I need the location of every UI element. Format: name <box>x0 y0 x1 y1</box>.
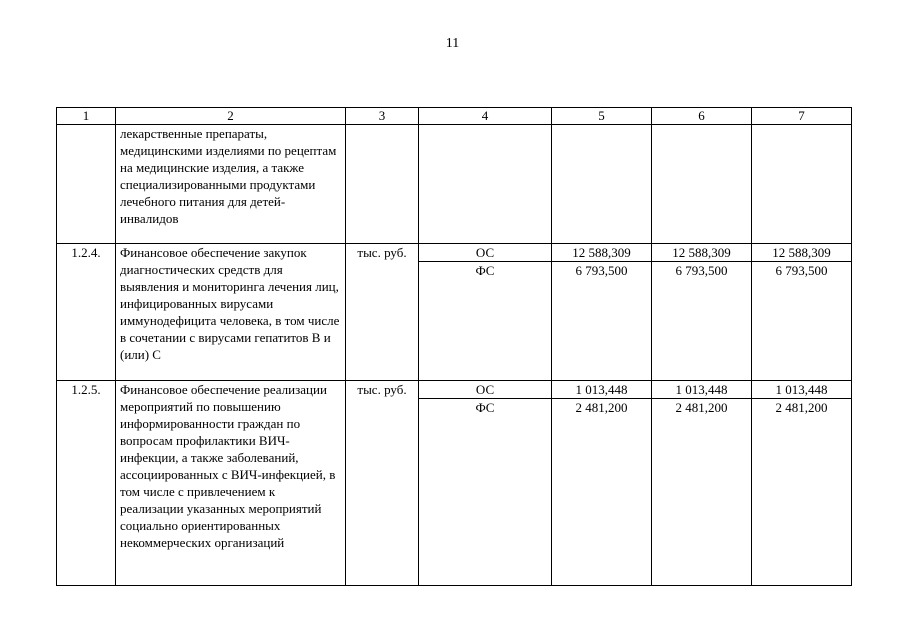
row-source: ФС <box>419 262 552 381</box>
row-value-5: 6 793,500 <box>552 262 652 381</box>
row-unit: тыс. руб. <box>346 244 419 381</box>
row-value-6: 1 013,448 <box>652 381 752 399</box>
row-value-6: 12 588,309 <box>652 244 752 262</box>
row-value-5: 1 013,448 <box>552 381 652 399</box>
table-row <box>57 381 852 399</box>
continuation-value-6 <box>652 125 752 244</box>
row-number: 1.2.4. <box>57 244 116 381</box>
row-description: Финансовое обеспечение закупок диагностических средств для выявления и мониторинга лечения лиц, инфицированных вирусами иммунодефицита человека, в том числе в сочетании с вирусами гепатитов В и (или) С <box>116 244 346 381</box>
row-source: ОС <box>419 244 552 262</box>
row-value-7: 12 588,309 <box>752 244 852 262</box>
header-col-1: 1 <box>57 108 116 125</box>
row-value-6: 6 793,500 <box>652 262 752 381</box>
continuation-source <box>419 125 552 244</box>
continuation-row <box>57 125 852 244</box>
header-col-7: 7 <box>752 108 852 125</box>
row-description: Финансовое обеспечение реализации мероприятий по повышению информированности граждан по вопросам профилактики ВИЧ-инфекции, а также заболеваний, ассоциированных с ВИЧ-инфекцией, в том числе с привлечением к реализации указанных мероприятий социально ориентированных некоммерческих организаций <box>116 381 346 586</box>
row-number: 1.2.5. <box>57 381 116 586</box>
header-col-2: 2 <box>116 108 346 125</box>
header-col-3: 3 <box>346 108 419 125</box>
table-header-row <box>57 108 852 125</box>
continuation-description: лекарственные препараты, медицинскими изделиями по рецептам на медицинские изделия, а также специализированными продуктами лечебного питания для детей-инвалидов <box>116 125 346 244</box>
continuation-number <box>57 125 116 244</box>
row-value-6: 2 481,200 <box>652 399 752 586</box>
row-source: ФС <box>419 399 552 586</box>
row-value-7: 1 013,448 <box>752 381 852 399</box>
header-col-5: 5 <box>552 108 652 125</box>
row-value-5: 12 588,309 <box>552 244 652 262</box>
continuation-value-5 <box>552 125 652 244</box>
row-unit: тыс. руб. <box>346 381 419 586</box>
header-col-6: 6 <box>652 108 752 125</box>
row-value-7: 6 793,500 <box>752 262 852 381</box>
table-row <box>57 244 852 262</box>
row-value-5: 2 481,200 <box>552 399 652 586</box>
row-source: ОС <box>419 381 552 399</box>
budget-table <box>56 107 852 586</box>
continuation-value-7 <box>752 125 852 244</box>
page-number: 11 <box>445 36 460 51</box>
header-col-4: 4 <box>419 108 552 125</box>
continuation-unit <box>346 125 419 244</box>
row-value-7: 2 481,200 <box>752 399 852 586</box>
